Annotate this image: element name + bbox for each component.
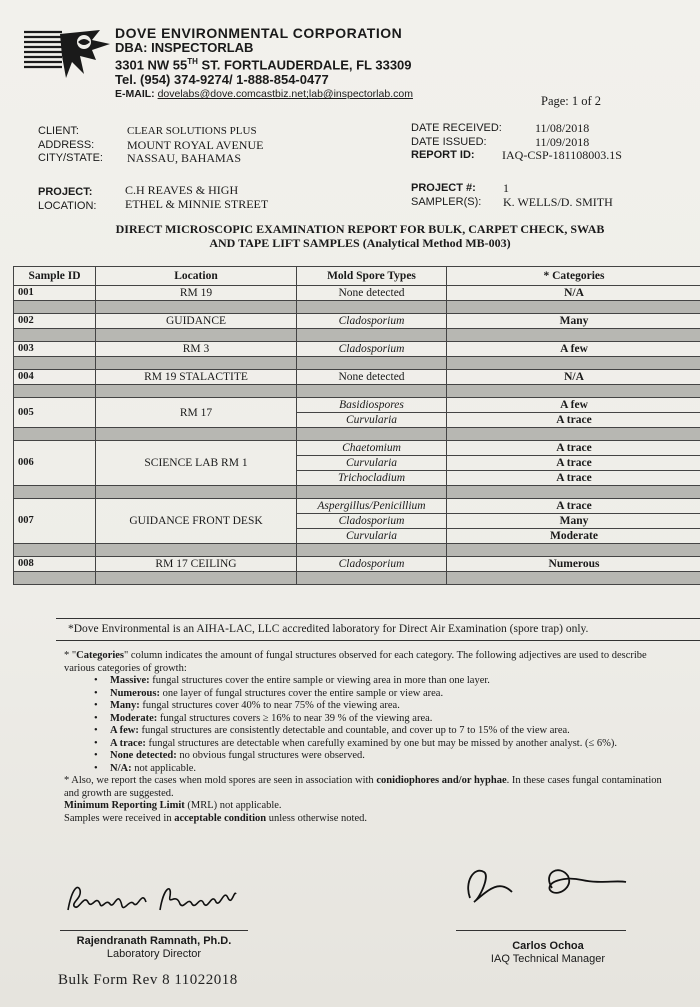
table-row [14, 370, 700, 385]
sample-id: 006 [14, 441, 96, 486]
table-row [14, 398, 700, 413]
date-issued: 11/09/2018 [535, 134, 590, 149]
client-name: CLEAR SOLUTIONS PLUS [127, 125, 257, 137]
row-spacer [14, 428, 700, 441]
spore-category: Numerous [447, 557, 700, 572]
category-definition: • Moderate: fungal structures covers ≥ 16% to near 39 % of the viewing area. [110, 713, 664, 726]
left-signature-line [60, 930, 248, 931]
sample-id: 005 [14, 398, 96, 428]
spore-type: Curvularia [297, 413, 447, 428]
sample-location: GUIDANCE FRONT DESK [96, 499, 297, 544]
row-spacer [14, 572, 700, 585]
table-row [14, 286, 700, 301]
sample-location: RM 3 [96, 342, 297, 357]
spore-type: None detected [297, 286, 447, 301]
spore-type: Chaetomium [297, 441, 447, 456]
client-city: NASSAU, BAHAMAS [127, 151, 242, 165]
category-definition: • Numerous: one layer of fungal structures cover the entire sample or view area. [110, 688, 664, 701]
date-values [535, 122, 589, 149]
project-number-labels: PROJECT #: SAMPLER(S): [411, 182, 482, 208]
project-number-values [503, 182, 613, 209]
right-signature-line [456, 930, 626, 931]
spore-category: A trace [447, 413, 700, 428]
table-row [14, 314, 700, 329]
spore-category: Many [447, 514, 700, 529]
table-row [14, 557, 700, 572]
page-number: Page: 1 of 2 [541, 94, 602, 108]
category-definition: • A trace: fungal structures are detectable when carefully examined by one but may be missed by another analyst. (≤ 6%). [110, 738, 664, 751]
category-definition: • None detected: no obvious fungal structures were observed. [110, 750, 664, 763]
company-phone: Tel. (954) 374-9274/ 1-888-854-0477 [115, 71, 329, 87]
manager-title: IAQ Technical Manager [490, 953, 606, 965]
row-spacer [14, 329, 700, 342]
company-email: E-MAIL: dovelabs@dove.comcastbiz.net;lab@inspectorlab.com [115, 88, 413, 101]
spore-type: Cladosporium [297, 557, 447, 572]
samplers: K. WELLS/D. SMITH [503, 194, 613, 209]
company-dba: DBA: INSPECTORLAB [115, 39, 254, 55]
spore-category: N/A [447, 370, 700, 385]
footnote-hyphae: * Also, we report the cases when mold spores are seen in association with conidiophores and/or hyphae. In these cases fungal contamination and growth are suggested. [64, 775, 662, 799]
director-title: Laboratory Director [106, 948, 202, 960]
sample-location: RM 19 [96, 286, 297, 301]
project-labels: PROJECT: LOCATION: [38, 186, 97, 212]
spore-category: Moderate [447, 529, 700, 544]
sample-id: 007 [14, 499, 96, 544]
spore-category: A trace [447, 499, 700, 514]
category-definition: • N/A: not applicable. [110, 763, 664, 776]
row-spacer [14, 486, 700, 499]
project-values [125, 184, 268, 211]
sample-location: RM 19 STALACTITE [96, 370, 297, 385]
category-definition: • Massive: fungal structures cover the entire sample or viewing area in more than one layer. [110, 675, 664, 688]
left-signature-icon [64, 880, 239, 920]
dove-logo-icon [22, 26, 112, 86]
row-spacer [14, 544, 700, 557]
sample-location: RM 17 CEILING [96, 557, 297, 572]
spore-category: A trace [447, 441, 700, 456]
spore-type: Curvularia [297, 456, 447, 471]
spore-category: A trace [447, 456, 700, 471]
spore-type: Curvularia [297, 529, 447, 544]
category-definition: • A few: fungal structures are consistently detectable and countable, and cover up to 7 to 15% of the view area. [110, 725, 664, 738]
col-location: Location [96, 267, 297, 286]
table-row [14, 441, 700, 456]
client-values [127, 125, 263, 166]
director-name: Rajendranath Ramnath, Ph.D. [76, 935, 232, 947]
company-address: 3301 NW 55TH ST. FORTLAUDERDALE, FL 33309 [115, 57, 412, 73]
spore-type: Basidiospores [297, 398, 447, 413]
spore-type: Cladosporium [297, 514, 447, 529]
sample-id: 008 [14, 557, 96, 572]
footnote-mrl: Minimum Reporting Limit (MRL) not applicable. [64, 800, 282, 811]
project-number: 1 [503, 181, 509, 195]
sample-id: 002 [14, 314, 96, 329]
spore-category: A trace [447, 471, 700, 486]
sample-id: 003 [14, 342, 96, 357]
right-signature-icon [460, 858, 630, 918]
col-sample-id: Sample ID [14, 267, 96, 286]
report-title: DIRECT MICROSCOPIC EXAMINATION REPORT FOR BULK, CARPET CHECK, SWAB AND TAPE LIFT SAMPLES (Analytical Method MB-003) [115, 222, 605, 250]
category-footnote [64, 650, 664, 825]
spore-category: A few [447, 342, 700, 357]
sample-id: 004 [14, 370, 96, 385]
form-revision: Bulk Form Rev 8 11022018 [58, 972, 238, 988]
row-spacer [14, 385, 700, 398]
accreditation-note: *Dove Environmental is an AIHA-LAC, LLC accredited laboratory for Direct Air Examination (spore trap) only. [56, 618, 700, 641]
sample-location: SCIENCE LAB RM 1 [96, 441, 297, 486]
project-location: ETHEL & MINNIE STREET [125, 196, 269, 211]
company-name: DOVE ENVIRONMENTAL CORPORATION [115, 25, 403, 41]
spore-category: N/A [447, 286, 700, 301]
footnote-condition: Samples were received in acceptable condition unless otherwise noted. [64, 812, 367, 824]
col-categories: * Categories [447, 267, 700, 286]
date-received: 11/08/2018 [535, 121, 590, 135]
report-id: IAQ-CSP-181108003.1S [502, 148, 622, 162]
client-labels: CLIENT: ADDRESS: CITY/STATE: [38, 125, 103, 164]
spore-type: Trichocladium [297, 471, 447, 486]
table-row [14, 499, 700, 514]
date-labels: DATE RECEIVED: DATE ISSUED: REPORT ID: [411, 122, 502, 161]
results-table [13, 266, 700, 585]
sample-location: GUIDANCE [96, 314, 297, 329]
project-name: C.H REAVES & HIGH [125, 183, 239, 197]
row-spacer [14, 301, 700, 314]
category-definitions [64, 675, 664, 775]
company-header [115, 26, 413, 102]
spore-type: Cladosporium [297, 314, 447, 329]
row-spacer [14, 357, 700, 370]
spore-type: Cladosporium [297, 342, 447, 357]
sample-location: RM 17 [96, 398, 297, 428]
category-definition: • Many: fungal structures cover 40% to near 75% of the viewing area. [110, 700, 664, 713]
right-signatory [450, 940, 646, 966]
spore-type: None detected [297, 370, 447, 385]
sample-id: 001 [14, 286, 96, 301]
table-row [14, 342, 700, 357]
table-header-row [14, 267, 700, 286]
spore-category: Many [447, 314, 700, 329]
manager-name: Carlos Ochoa [512, 940, 584, 952]
spore-type: Aspergillus/Penicillium [297, 499, 447, 514]
col-spore-types: Mold Spore Types [297, 267, 447, 286]
footnote-intro: * "Categories" column indicates the amount of fungal structures observed for each category. The following adjectives are used to describe various categories of growth: [64, 650, 647, 674]
left-signatory [40, 935, 268, 961]
client-address: MOUNT ROYAL AVENUE [127, 137, 264, 152]
spore-category: A few [447, 398, 700, 413]
